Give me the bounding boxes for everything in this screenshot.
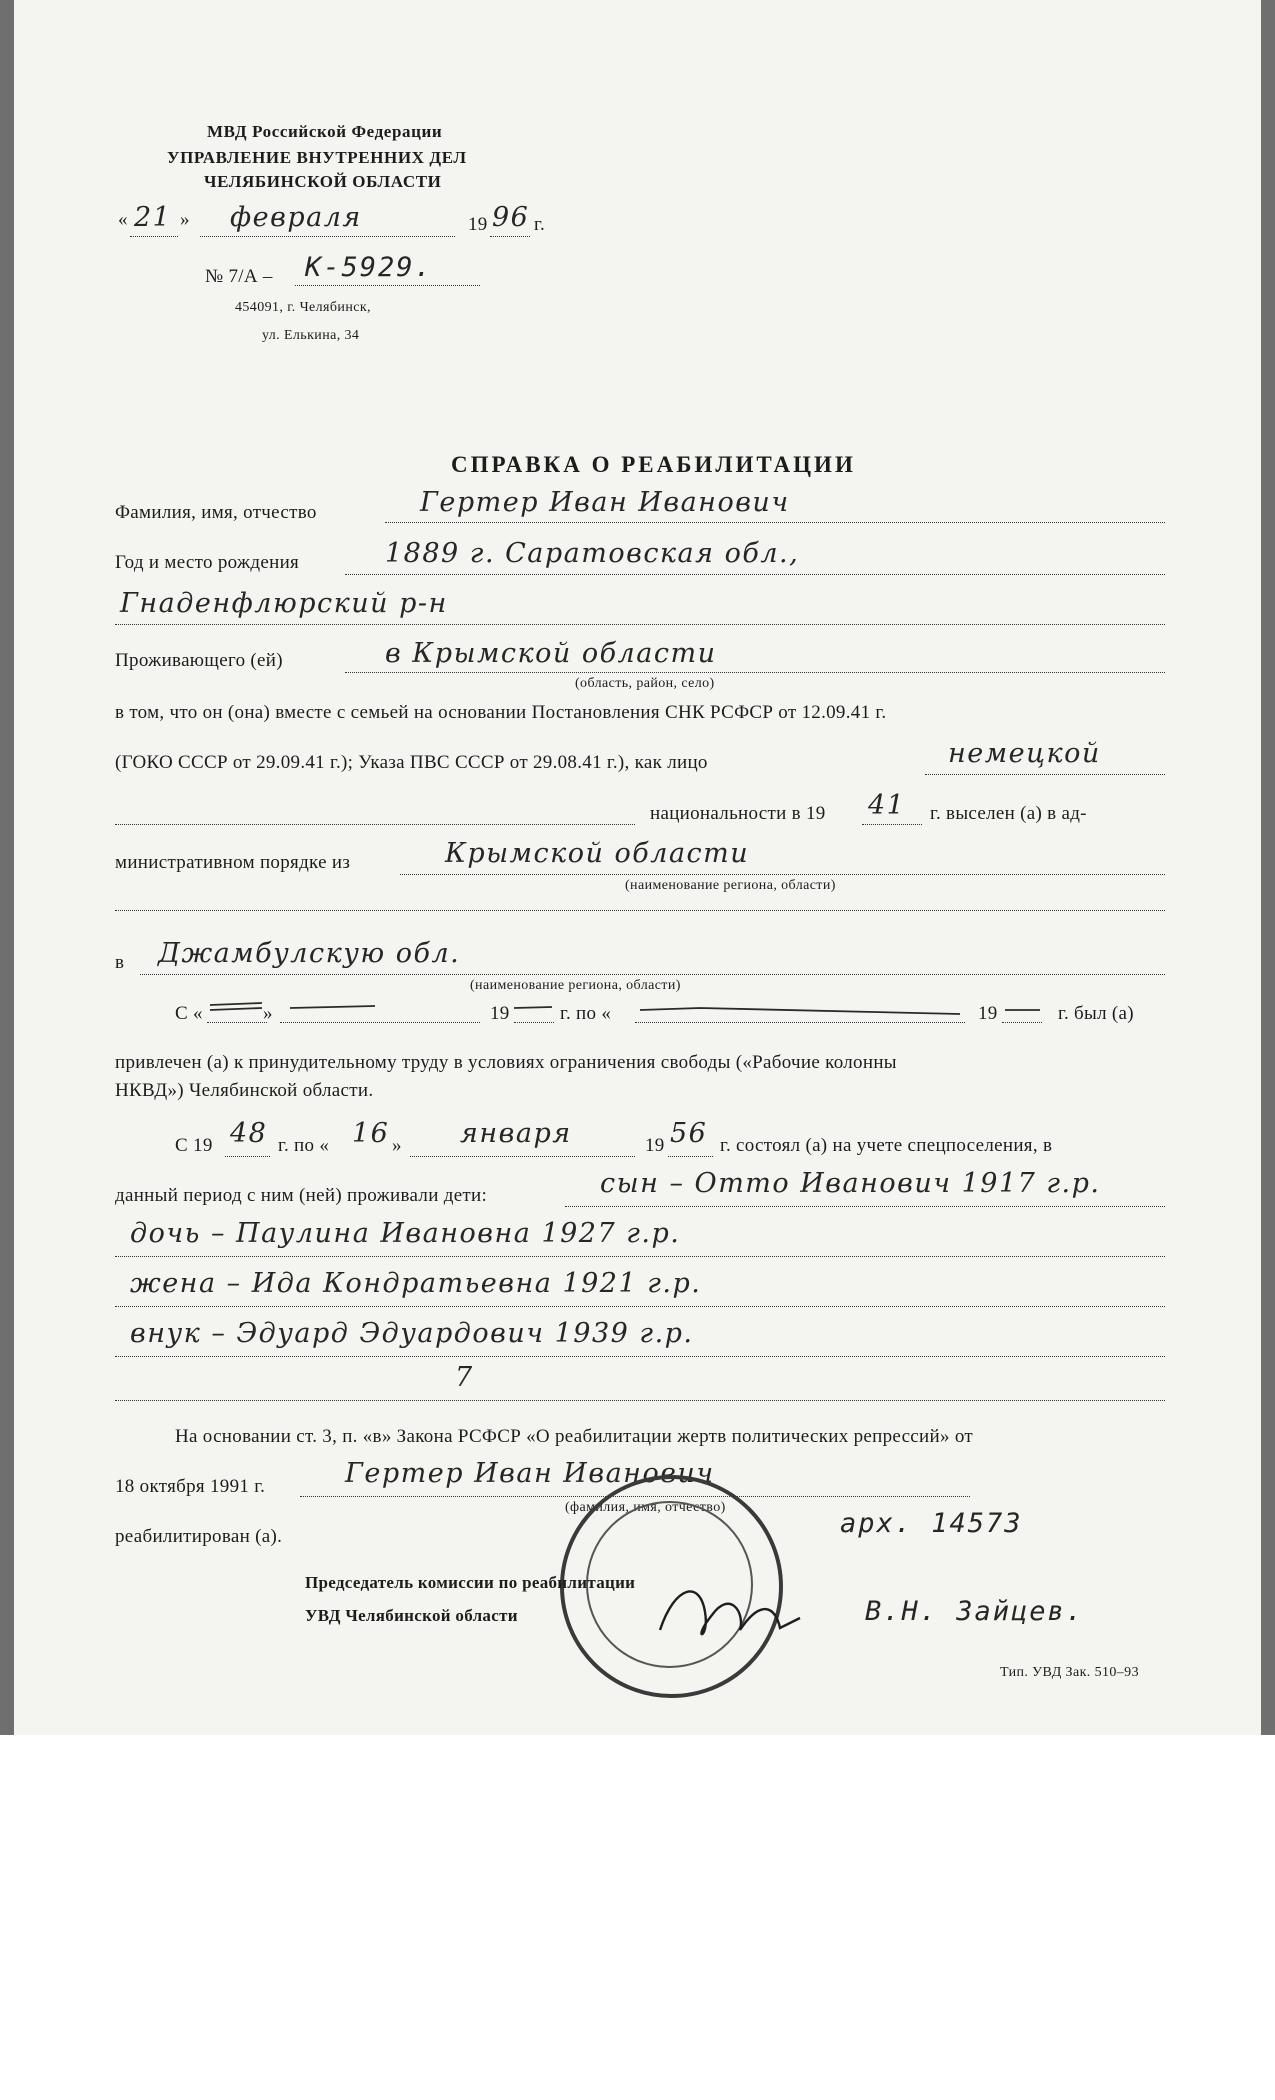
basis-line-1: На основании ст. 3, п. «в» Закона РСФСР «О реабилитации жертв политических репрессий» от <box>175 1426 973 1447</box>
text-line-2: (ГОКО СССР от 29.09.41 г.); Указа ПВС СССР от 29.08.41 г.), как лицо <box>115 752 708 773</box>
evicted-to-value: Джамбулскую обл. <box>158 938 461 969</box>
to-hint: (наименование региона, области) <box>470 978 681 993</box>
eviction-year: 41 <box>868 790 906 821</box>
fio-value: Гертер Иван Иванович <box>420 487 790 518</box>
date-day: 21 <box>134 202 172 233</box>
settlement-to-year: 56 <box>670 1118 708 1149</box>
settlement-from-year: 48 <box>230 1118 268 1149</box>
from-hint: (наименование региона, области) <box>625 878 836 893</box>
evicted-from-value: Крымской области <box>445 838 750 869</box>
nationality-value: немецкой <box>948 738 1101 769</box>
labor-text: привлечен (а) к принудительному труду в условиях ограничения свободы («Рабочие колонны <box>115 1052 897 1073</box>
certificate-title: СПРАВКА О РЕАБИЛИТАЦИИ <box>451 452 856 477</box>
residence-value: в Крымской области <box>385 638 717 669</box>
child-3: жена – Ида Кондратьевна 1921 г.р. <box>130 1268 702 1299</box>
basis-line-2: 18 октября 1991 г. <box>115 1476 266 1497</box>
document-number: К-5929. <box>305 252 433 283</box>
department-line: УПРАВЛЕНИЕ ВНУТРЕННИХ ДЕЛ <box>167 148 467 167</box>
birth-label: Год и место рождения <box>115 552 300 573</box>
scan-edge-left <box>0 0 14 1735</box>
children-label: данный период с ним (ней) проживали дети: <box>115 1185 488 1206</box>
birth-value-2: Гнаденфлюрский р-н <box>120 588 448 619</box>
rehab-hint: (фамилия, имя, отчество) <box>565 1500 726 1515</box>
signer-name: В.Н. Зайцев. <box>865 1596 1085 1627</box>
date-month: февраля <box>230 202 362 233</box>
number-label: № 7/А – <box>205 266 273 287</box>
rehab-label: реабилитирован (а). <box>115 1526 283 1547</box>
residence-label: Проживающего (ей) <box>115 650 283 671</box>
settlement-to-day: 16 <box>352 1118 390 1149</box>
text-line-1: в том, что он (она) вместе с семьей на основании Постановления СНК РСФСР от 12.09.41 г. <box>115 702 887 723</box>
print-code: Тип. УВД Зак. 510–93 <box>1000 1665 1139 1680</box>
birth-value: 1889 г. Саратовская обл., <box>385 538 800 569</box>
region-line: ЧЕЛЯБИНСКОЙ ОБЛАСТИ <box>204 172 442 191</box>
street-address: ул. Елькина, 34 <box>262 328 360 343</box>
date-year: 96 <box>492 202 530 233</box>
postal-address: 454091, г. Челябинск, <box>235 300 371 315</box>
residence-hint: (область, район, село) <box>575 676 715 691</box>
closing-mark: 7 <box>455 1362 474 1393</box>
fio-label: Фамилия, имя, отчество <box>115 502 317 523</box>
child-4: внук – Эдуард Эдуардович 1939 г.р. <box>130 1318 694 1349</box>
child-2: дочь – Паулина Ивановна 1927 г.р. <box>130 1218 681 1249</box>
chair-title-1: Председатель комиссии по реабилитации <box>305 1573 636 1592</box>
settlement-to-month: января <box>460 1118 572 1149</box>
archive-number: арх. 14573 <box>840 1508 1023 1539</box>
rehabilitated-name: Гертер Иван Иванович <box>345 1458 715 1489</box>
child-1: сын – Отто Иванович 1917 г.р. <box>600 1168 1101 1199</box>
scan-edge-right <box>1261 0 1275 1735</box>
ministry-line: МВД Российской Федерации <box>207 122 443 141</box>
chair-title-2: УВД Челябинской области <box>305 1606 518 1625</box>
